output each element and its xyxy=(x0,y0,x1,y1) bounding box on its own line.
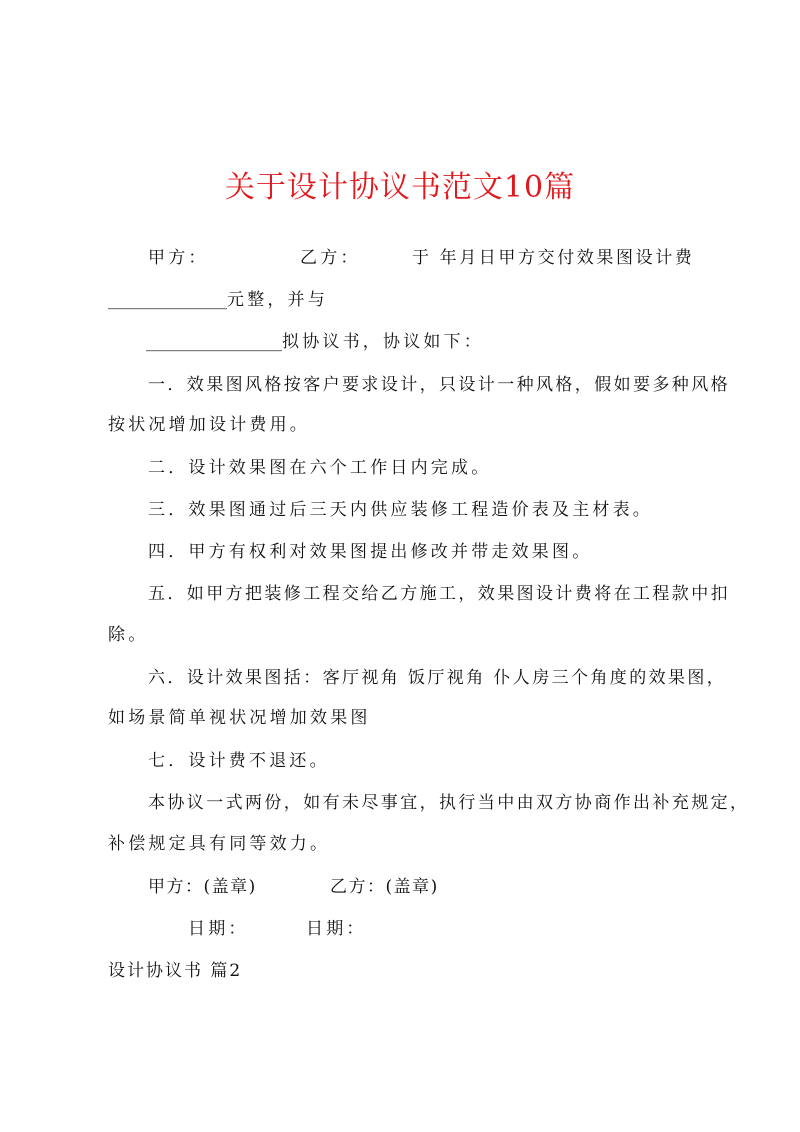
next-section-heading: 设计协议书 篇2 xyxy=(108,961,243,981)
agree-line xyxy=(146,330,484,354)
party-a-label: 甲方： xyxy=(148,248,209,268)
clause-6-line-2: 如场景简单视状况增加效果图 xyxy=(108,708,371,728)
clause-5-line-1: 五．如甲方把装修工程交给乙方施工，效果图设计费将在工程款中扣 xyxy=(148,584,730,604)
amount-line xyxy=(108,288,328,312)
closing-line-2: 补偿规定具有同等效力。 xyxy=(108,834,331,854)
clause-7: 七．设计费不退还。 xyxy=(148,751,330,771)
amount-blank: ______________ xyxy=(108,290,227,310)
document-title: 关于设计协议书范文10篇 xyxy=(224,170,576,205)
amount-text: 元整，并与 xyxy=(227,290,328,310)
clause-4: 四．甲方有权利对效果图提出修改并带走效果图。 xyxy=(148,542,593,562)
clause-3: 三．效果图通过后三天内供应装修工程造价表及主材表。 xyxy=(148,500,653,520)
date-a: 日期： xyxy=(188,919,249,939)
agree-blank: ________________ xyxy=(146,332,282,352)
delivery-text: 于 年月日甲方交付效果图设计费 xyxy=(412,248,695,268)
clause-1-line-2: 按状况增加设计费用。 xyxy=(108,415,310,435)
closing-line-1: 本协议一式两份，如有未尽事宜，执行当中由双方协商作出补充规定， xyxy=(148,793,750,813)
agree-text: 拟协议书，协议如下： xyxy=(282,332,484,352)
clause-1-line-1: 一．效果图风格按客户要求设计，只设计一种风格，假如要多种风格 xyxy=(148,375,730,395)
party-b-label: 乙方： xyxy=(300,248,361,268)
clause-6-line-1: 六．设计效果图括：客厅视角 饭厅视角 仆人房三个角度的效果图， xyxy=(148,668,727,688)
party-b-seal: 乙方：(盖章) xyxy=(330,877,439,897)
clause-5-line-2: 除。 xyxy=(108,625,149,645)
date-b: 日期： xyxy=(306,919,367,939)
clause-2: 二．设计效果图在六个工作日内完成。 xyxy=(148,458,492,478)
party-a-seal: 甲方：(盖章) xyxy=(148,877,257,897)
